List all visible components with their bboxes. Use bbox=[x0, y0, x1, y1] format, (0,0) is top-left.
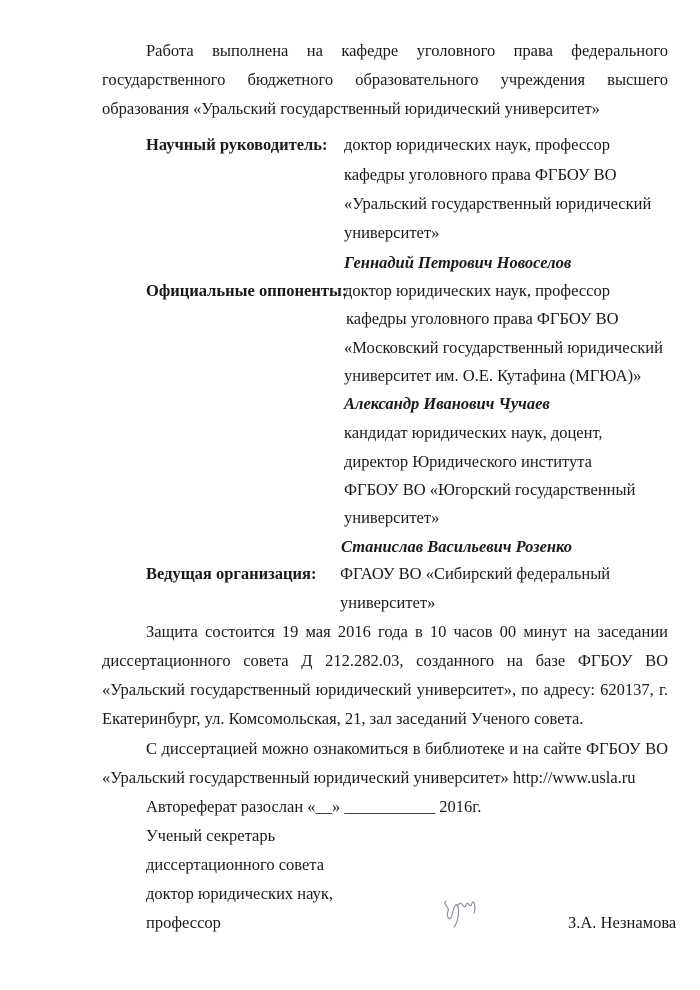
supervisor-line-3: «Уральский государственный юридический bbox=[344, 194, 652, 213]
opponent2-line-2: директор Юридического института bbox=[344, 452, 592, 471]
supervisor-line-1: доктор юридических наук, профессор bbox=[344, 135, 611, 154]
defense-line-3: «Уральский государственный юридический университет», по адресу: 620137, г. bbox=[102, 680, 668, 699]
secretary-line-4: профессор bbox=[146, 913, 221, 932]
opponent2-line-4: университет» bbox=[344, 508, 440, 527]
supervisor-line-4: университет» bbox=[344, 223, 440, 242]
leading-org-line-2: университет» bbox=[340, 593, 436, 612]
opponent2-line-1: кандидат юридических наук, доцент, bbox=[344, 423, 603, 442]
opponent2-line-3: ФГБОУ ВО «Югорский государственный bbox=[344, 480, 636, 499]
opponent1-line-3: «Московский государственный юридический bbox=[344, 338, 663, 357]
defense-line-1: Защита состоится 19 мая 2016 года в 10 часов 00 минут на заседании bbox=[146, 622, 668, 641]
leading-org-line-1: ФГАОУ ВО «Сибирский федеральный bbox=[340, 564, 611, 583]
leading-org-label: Ведущая организация: bbox=[146, 564, 317, 583]
library-line-1: С диссертацией можно ознакомиться в библиотеке и на сайте ФГБОУ ВО bbox=[146, 739, 668, 758]
opponents-label: Официальные оппоненты: bbox=[146, 281, 348, 300]
library-line-2: «Уральский государственный юридический университет» http://www.usla.ru bbox=[102, 768, 636, 787]
supervisor-line-2: кафедры уголовного права ФГБОУ ВО bbox=[344, 165, 617, 184]
secretary-line-3: доктор юридических наук, bbox=[146, 884, 333, 903]
opponent1-name: Александр Иванович Чучаев bbox=[344, 394, 550, 413]
defense-line-2: диссертационного совета Д 212.282.03, созданного на базе ФГБОУ ВО bbox=[102, 651, 668, 670]
signature-icon bbox=[440, 893, 480, 929]
supervisor-label: Научный руководитель: bbox=[146, 135, 328, 154]
secretary-line-2: диссертационного совета bbox=[146, 855, 325, 874]
opponent1-line-1: доктор юридических наук, профессор bbox=[344, 281, 611, 300]
sent-date: Автореферат разослан «__» ___________ 2016г. bbox=[146, 797, 482, 816]
opponent1-line-2: кафедры уголовного права ФГБОУ ВО bbox=[346, 309, 619, 328]
supervisor-name: Геннадий Петрович Новоселов bbox=[344, 253, 572, 272]
secretary-line-1: Ученый секретарь bbox=[146, 826, 276, 845]
intro-line-1: Работа выполнена на кафедре уголовного права федерального bbox=[146, 41, 668, 60]
opponent2-name: Станислав Васильевич Розенко bbox=[341, 537, 573, 556]
defense-line-4: Екатеринбург, ул. Комсомольская, 21, зал заседаний Ученого совета. bbox=[102, 709, 584, 728]
secretary-name: З.А. Незнамова bbox=[568, 913, 677, 932]
intro-line-2: государственного бюджетного образовательного учреждения высшего bbox=[102, 70, 668, 89]
intro-line-3: образования «Уральский государственный юридический университет» bbox=[102, 99, 600, 118]
opponent1-line-4: университет им. О.Е. Кутафина (МГЮА)» bbox=[344, 366, 642, 385]
